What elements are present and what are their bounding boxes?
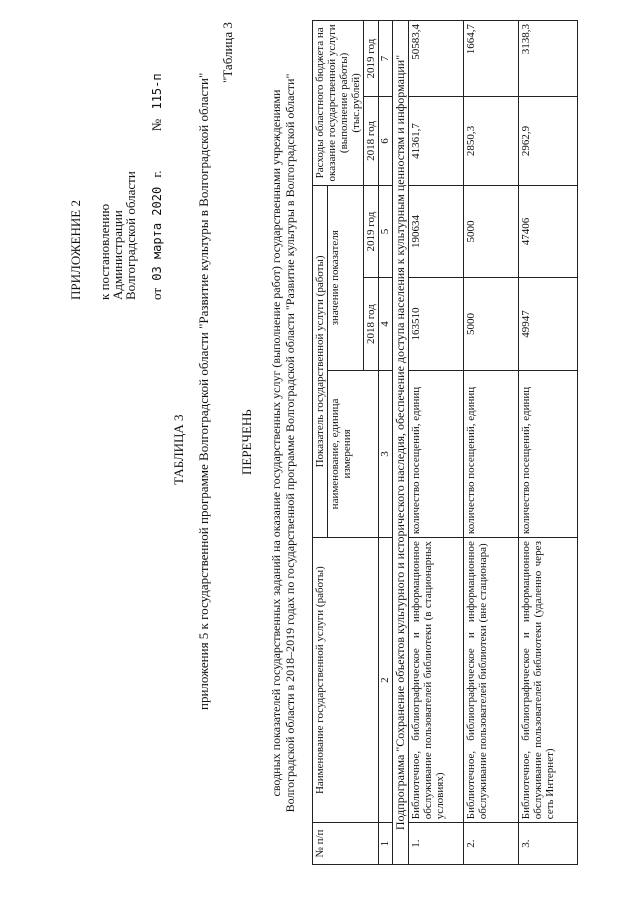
column-number-row <box>379 21 393 865</box>
row-value-2018: 49947 <box>519 278 578 371</box>
row-unit: количество посещений, единиц <box>519 370 578 537</box>
header-indicator-value: значение показателя <box>328 185 364 370</box>
row-value-2019: 190634 <box>409 185 464 278</box>
header-expense-2019: 2019 год <box>364 21 379 97</box>
row-service: Библиотечное, библиографическое и информационное обслуживание пользователей библиотеки (в стационарных условиях) <box>409 538 464 823</box>
number-prefix: № <box>149 118 164 132</box>
row-num: 1. <box>409 823 464 865</box>
row-num: 3. <box>519 823 578 865</box>
heading-desc-line-1: сводных показателей государственных заданий на оказание государственных услуг (выполнение работ) государственными учреждениями <box>269 89 283 797</box>
heading-desc-line-2: Волгоградской области в 2018–2019 годах по государственной программе Волгоградской области "Развитие культуры в Волгоградской области" <box>283 73 297 813</box>
heading-subtitle: приложения 5 к государственной программе Волгоградской области "Развитие культуры в Волгоградской области" <box>196 72 211 710</box>
row-value-2019: 47406 <box>519 185 578 278</box>
header-indicator: Показатель государственной услуги (работы) <box>313 185 328 537</box>
row-expense-2018: 2962,9 <box>519 97 578 186</box>
header-expense-2018: 2018 год <box>364 97 379 186</box>
row-expense-2019: 3138,3 <box>519 21 578 97</box>
date-suffix: г. <box>149 170 164 178</box>
table-header-row <box>313 21 328 865</box>
table-row <box>519 21 578 865</box>
header-indicator-name: наименование, единица измерения <box>328 370 379 537</box>
subprogram-row <box>393 21 409 865</box>
appendix-line-1: к постановлению <box>97 203 112 300</box>
table-row <box>464 21 519 865</box>
appendix-title: ПРИЛОЖЕНИЕ 2 <box>68 200 83 300</box>
appendix-line-2: Администрации <box>110 210 125 300</box>
row-value-2018: 5000 <box>464 278 519 371</box>
column-number: 6 <box>379 97 393 186</box>
date-value: 03 марта 2020 <box>150 186 164 281</box>
appendix-date-line <box>150 73 164 300</box>
appendix-line-3: Волгоградской области <box>123 171 138 300</box>
row-value-2018: 163510 <box>409 278 464 371</box>
row-expense-2018: 2850,3 <box>464 97 519 186</box>
column-number: 3 <box>379 370 393 537</box>
header-value-2018: 2018 год <box>364 278 379 371</box>
number-value: 115-п <box>150 73 164 110</box>
row-unit: количество посещений, единиц <box>464 370 519 537</box>
row-num: 2. <box>464 823 519 865</box>
row-unit: количество посещений, единиц <box>409 370 464 537</box>
row-expense-2019: 1664,7 <box>464 21 519 97</box>
table-title: ТАБЛИЦА 3 <box>171 414 186 485</box>
column-number: 5 <box>379 185 393 278</box>
column-number: 4 <box>379 278 393 371</box>
table-label: "Таблица 3 <box>220 22 235 83</box>
column-number: 2 <box>379 538 393 823</box>
list-title: ПЕРЕЧЕНЬ <box>239 409 254 475</box>
column-number: 7 <box>379 21 393 97</box>
subprogram-title: Подпрограмма "Сохранение объектов культурного и исторического наследия, обеспечение доступа населения к культурным ценностям и информации" <box>393 21 409 865</box>
header-value-2019: 2019 год <box>364 185 379 278</box>
column-number: 1 <box>379 823 393 865</box>
row-value-2019: 5000 <box>464 185 519 278</box>
services-table <box>312 20 578 865</box>
row-expense-2019: 50583,4 <box>409 21 464 97</box>
row-service: Библиотечное, библиографическое и информационное обслуживание пользователей библиотеки (вне стационара) <box>464 538 519 823</box>
table-row <box>409 21 464 865</box>
row-expense-2018: 41361,7 <box>409 97 464 186</box>
header-num: № п/п <box>313 823 379 865</box>
header-expenses: Расходы областного бюджета на оказание государственной услуги (выполнение работы) (тыс.рублей) <box>313 21 364 186</box>
date-prefix: от <box>149 287 164 300</box>
header-service: Наименование государственной услуги (работы) <box>313 538 379 823</box>
row-service: Библиотечное, библиографическое и информационное обслуживание пользователей библиотеки (удаленно через сеть Интернет) <box>519 538 578 823</box>
